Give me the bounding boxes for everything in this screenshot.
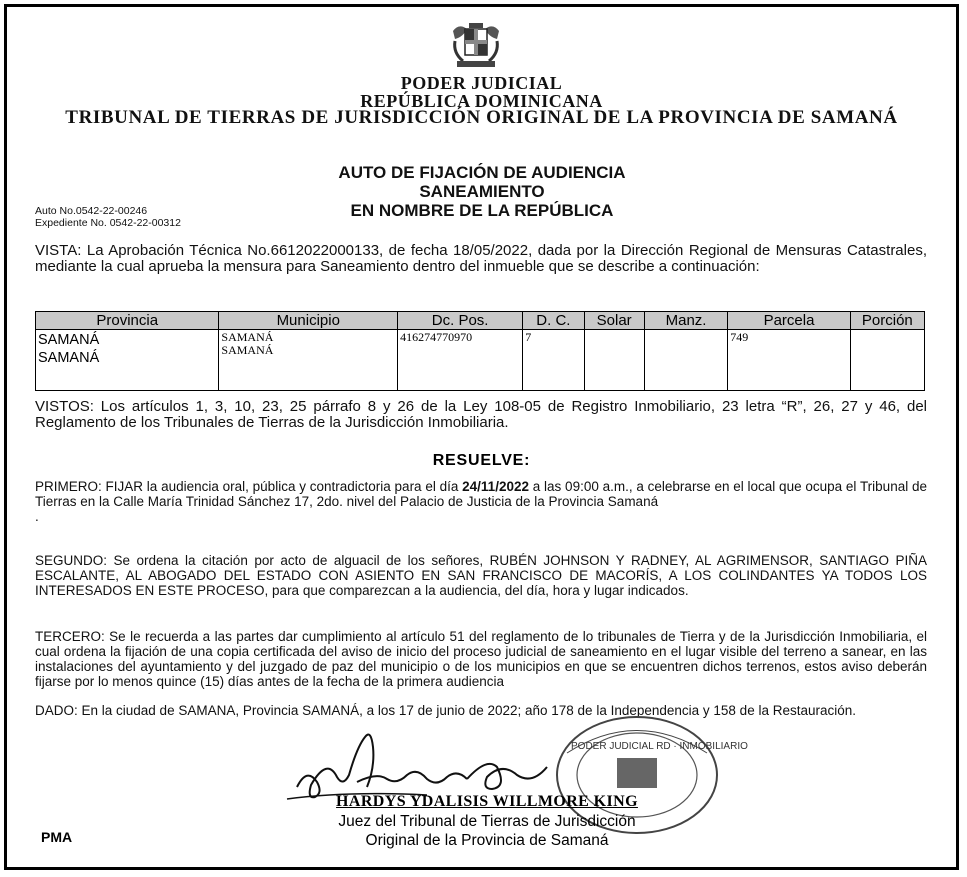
resuelve-heading: RESUELVE:	[432, 452, 531, 469]
porcion-cell	[850, 330, 924, 391]
dc-pos-cell: 416274770970	[398, 330, 523, 391]
parcel-table	[35, 311, 925, 391]
tercero-paragraph: TERCERO: Se le recuerda a las partes dar cumplimiento al artículo 51 del reglamento de lo tribunales de Tierra y de la Jurisdicción Inmobiliaria, el cual ordena la fijación de una copia certificada del aviso de inicio del proceso judicial de saneamiento en el lugar visible del terreno a sanear, en las instalaciones del ayuntamiento y del juzgado de paz del municipio o de los municipios en que se encuentren dichos terrenos, estos aviso deberán fijarse por lo menos quince (15) días antes de la fecha de la primera audiencia	[35, 629, 927, 689]
segundo-paragraph: SEGUNDO: Se ordena la citación por acto de alguacil de los señores, RUBÉN JOHNSON Y RADNEY, AL AGRIMENSOR, SANTIAGO PIÑA ESCALANTE, AL ABOGADO DEL ESTADO CON ASIENTO EN SAN FRANCISCO DE MACORÍS, A LOS COLINDANTES YA TODOS LOS INTERESADOS EN ESTE PROCESO, para que comparezcan a la audiencia, del día, hora y lugar indicados.	[35, 553, 927, 598]
header-line-1: PODER JUDICIAL	[400, 73, 563, 93]
primero-paragraph: PRIMERO: FIJAR la audiencia oral, pública y contradictoria para el día 24/11/2022 a las 09:00 a.m., a celebrarse en el local que ocupa el Tribunal de Tierras en la Calle María Trinidad Sánchez 17, 2do. nivel del Palacio de Justicia de la Provincia Samaná .	[35, 479, 927, 524]
header-court-name: TRIBUNAL DE TIERRAS DE JURISDICCIÓN ORIGINAL DE LA PROVINCIA DE SAMANÁ	[65, 107, 898, 128]
judge-title-line-1: Juez del Tribunal de Tierras de Jurisdicción	[338, 813, 636, 830]
vista-paragraph: VISTA: La Aprobación Técnica No.6612022000133, de fecha 18/05/2022, dada por la Dirección Regional de Mensuras Catastrales, mediante la cual aprueba la mensura para Saneamiento dentro del inmueble que se describe a continuación:	[35, 242, 927, 275]
dado-paragraph: DADO: En la ciudad de SAMANA, Provincia SAMANÁ, a los 17 de junio de 2022; año 178 de la Independencia y 158 de la Restauración.	[35, 703, 857, 718]
judge-name: HARDYS YDALISIS WILLMORE KING	[336, 793, 638, 810]
column-header: Solar	[584, 312, 644, 330]
auto-number: Auto No.0542-22-00246	[35, 205, 148, 217]
document-subtitle: SANEAMIENTO	[419, 182, 545, 201]
expediente-number: Expediente No. 0542-22-00312	[35, 217, 181, 229]
coat-of-arms-icon	[445, 21, 507, 71]
column-header: Parcela	[728, 312, 850, 330]
manz-cell	[644, 330, 728, 391]
document-title: AUTO DE FIJACIÓN DE AUDIENCIA	[338, 163, 626, 182]
column-header: Provincia	[36, 312, 219, 330]
parcela-cell: 749	[728, 330, 850, 391]
footer-initials: PMA	[41, 829, 73, 845]
dc-cell: 7	[523, 330, 584, 391]
table-header-row	[36, 312, 925, 330]
document-subtitle-2: EN NOMBRE DE LA REPÚBLICA	[350, 201, 614, 220]
document-page	[4, 4, 959, 870]
vistos-paragraph: VISTOS: Los artículos 1, 3, 10, 23, 25 párrafo 8 y 26 de la Ley 108-05 de Registro Inmobiliario, 23 letra “R”, 26, 27 y 46, del Reglamento de los Tribunales de Tierras de la Jurisdicción Inmobiliaria.	[35, 398, 927, 431]
hearing-date: 24/11/2022	[462, 479, 529, 494]
column-header: Porción	[850, 312, 924, 330]
column-header: Municipio	[219, 312, 398, 330]
municipio-cell: SAMANÁ SAMANÁ	[219, 330, 398, 391]
table-row	[36, 330, 925, 391]
provincia-cell: SAMANÁ SAMANÁ	[36, 330, 219, 391]
judge-title-line-2: Original de la Provincia de Samaná	[365, 832, 609, 849]
seal-text: PODER JUDICIAL RD · INMOBILIARIO	[571, 741, 748, 752]
column-header: D. C.	[523, 312, 584, 330]
solar-cell	[584, 330, 644, 391]
header-line-2: REPÚBLICA DOMINICANA	[360, 91, 603, 111]
column-header: Manz.	[644, 312, 728, 330]
column-header: Dc. Pos.	[398, 312, 523, 330]
reference-numbers	[35, 205, 181, 229]
